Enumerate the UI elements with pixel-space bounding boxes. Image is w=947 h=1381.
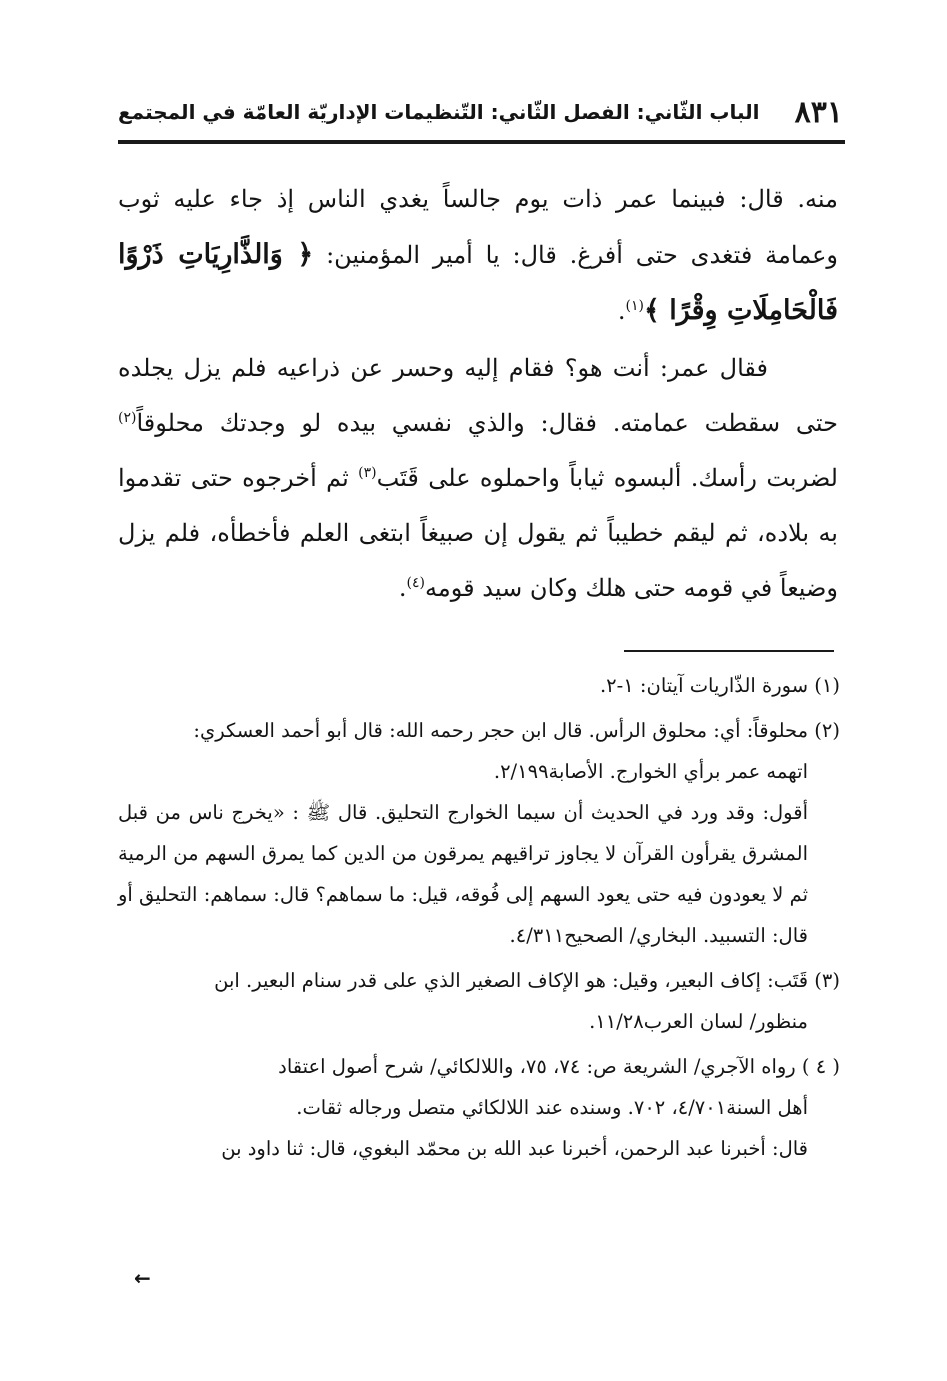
footnote-2-line-1: (٢) محلوقاً: أي: محلوق الرأس. قال ابن حجر رحمه الله: قال أبو أحمد العسكري: [193, 719, 840, 742]
footnote-separator [624, 650, 834, 652]
footnote-4-line-2: أهل السنة٤/٧٠١، ٧٠٢. وسنده عند اللالكائي متصل ورجاله ثقات. [296, 1096, 808, 1119]
p2-text-c: ثم أخرجوه حتى تقدموا به بلاده، ثم ليقم خطيباً ثم يقول إن صبيغاً ابتغى العلم فأخطأه، فلم يزل وضيعاً في قومه حتى هلك وكان سيد قومه [118, 464, 838, 602]
p1-end: . [617, 297, 626, 325]
p2-text-b: لضربت رأسك. ألبسوه ثياباً واحملوه على قَتَب [376, 464, 838, 492]
p1-text: منه. قال: فبينما عمر ذات يوم جالساً يغدي الناس إذ جاء عليه ثوب وعمامة فتغدى حتى أفرغ. قال: يا أمير المؤمنين: [118, 185, 838, 269]
footnote-4 [118, 1046, 840, 1169]
footnote-ref-1[interactable]: (١) [625, 298, 645, 314]
footnote-3-line-1: (٣) قَتَب: إكاف البعير، وقيل: هو الإكاف الصغير الذي على قدر سنام البعير. ابن [214, 969, 840, 992]
footnote-3-line-2: منظور/ لسان العرب١١/٢٨. [589, 1010, 808, 1033]
p2-end: . [398, 574, 407, 602]
header-rule [118, 140, 845, 144]
paragraph-2 [118, 341, 838, 616]
footnote-ref-4[interactable]: (٤) [406, 575, 426, 591]
footnote-4-line-1: ( ٤ ) رواه الآجري/ الشريعة ص: ٧٤، ٧٥، واللالكائي/ شرح أصول اعتقاد [278, 1055, 840, 1078]
footnotes [118, 665, 840, 1173]
page-header [118, 92, 843, 132]
page-number: ٨٣١ [794, 94, 843, 130]
footnote-3 [118, 960, 840, 1042]
footnote-1: (١) سورة الذّاريات آيتان: ١-٢. [599, 674, 840, 697]
main-text [118, 172, 838, 616]
footnote-2-commentary: أقول: وقد ورد في الحديث أن سيما الخوارج التحليق. قال ﷺ : «يخرج ناس من قبل المشرق يقرأون القرآن لا يجاوز تراقيهم يمرقون من الدين كما يمرق السهم من الرمية ثم لا يعودون فيه حتى يعود السهم إلى فُوقه، قيل: ما سماهم؟ قال: سماهم: التحليق أو قال: التسبيد. البخاري/ الصحيح٤/٣١١. [118, 801, 808, 947]
footnote-ref-3[interactable]: (٣) [358, 465, 377, 481]
quran-verse: ﴿ وَالذَّارِيَاتِ ذَرْوًا فَالْحَامِلَاتِ وِقْرًا ﴾ [118, 239, 838, 326]
footnote-4-line-3: قال: أخبرنا عبد الرحمن، أخبرنا عبد الله بن محمّد البغوي، قال: ثنا داود بن [221, 1137, 808, 1160]
p2-text-a: فقال عمر: أنت هو؟ فقام إليه وحسر عن ذراعيه فلم يزل يجلده حتى سقطت عمامته. فقال: والذي نفسي بيده لو وجدتك محلوقاً [118, 354, 838, 437]
footnote-2-line-2: اتهمه عمر برأي الخوارج. الأصابة٢/١٩٩. [493, 760, 808, 783]
paragraph-1 [118, 172, 838, 339]
running-title: الباب الثّاني: الفصل الثّاني: التّنظيمات الإداريّة العامّة في المجتمع [118, 100, 760, 124]
continue-arrow-icon: ← [134, 1266, 151, 1290]
footnote-ref-2[interactable]: (٢) [118, 410, 137, 426]
footnote-2 [118, 710, 840, 956]
